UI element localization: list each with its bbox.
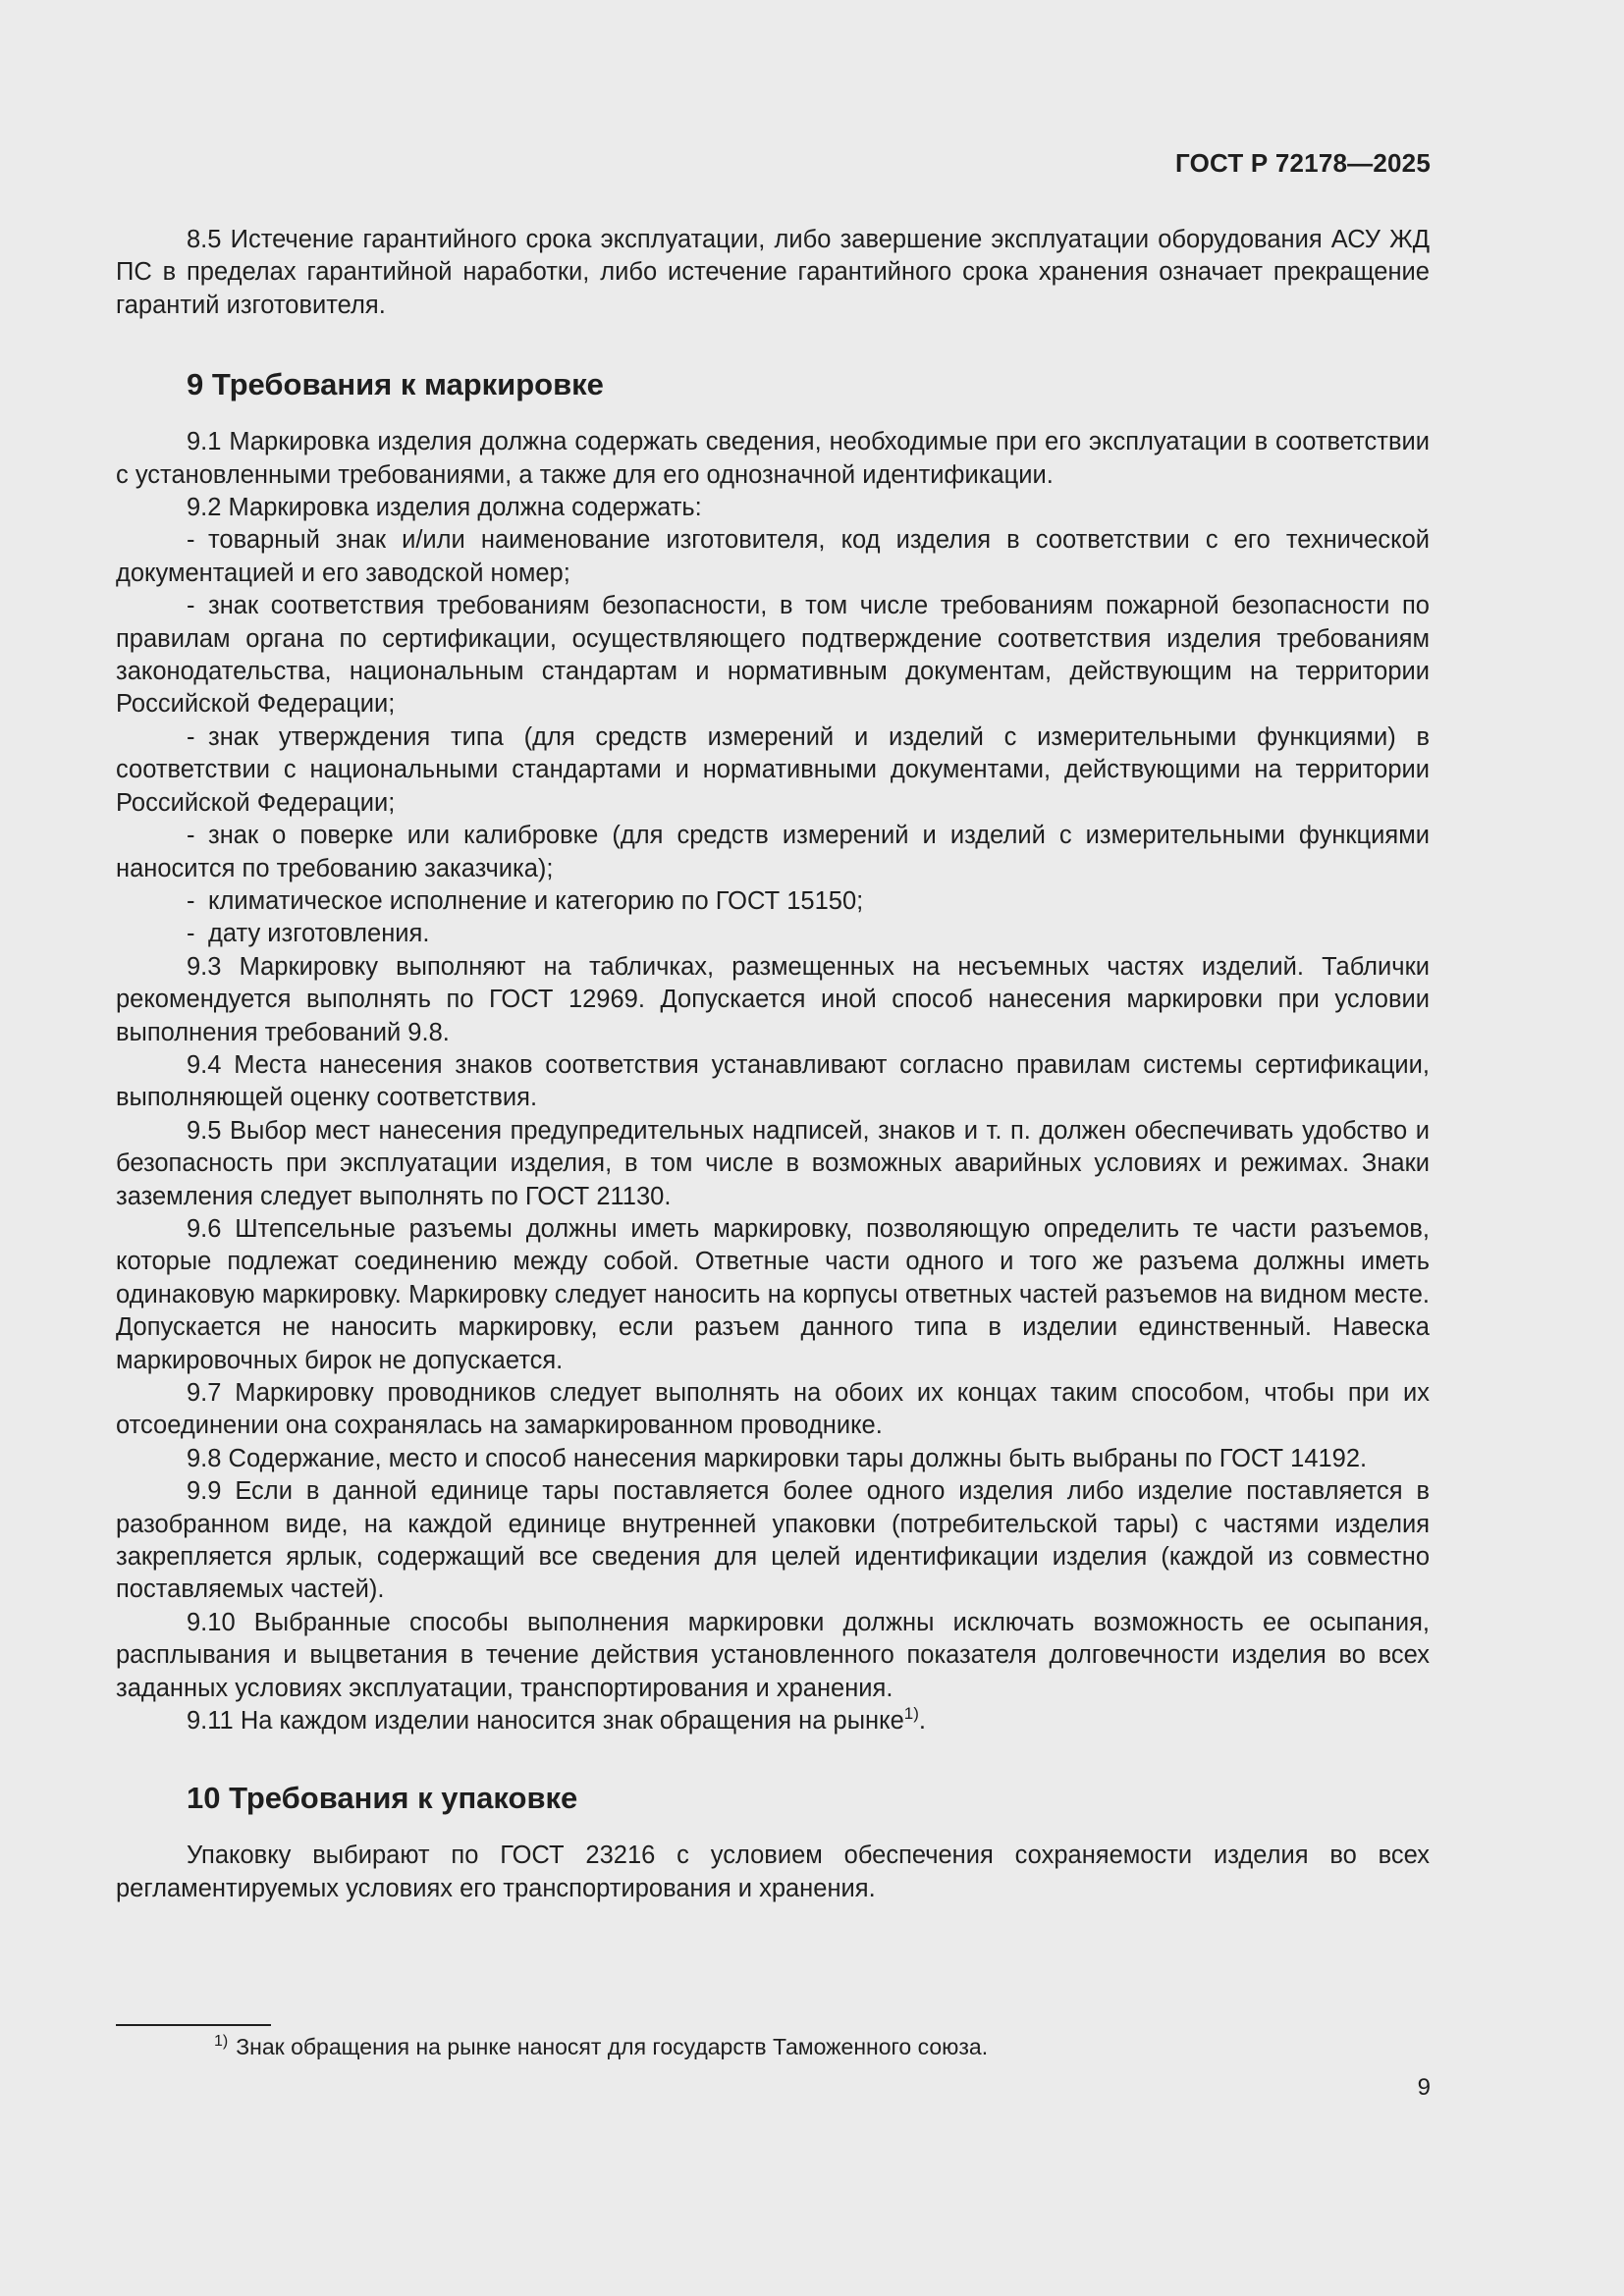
paragraph-9-5: 9.5 Выбор мест нанесения предупредительных надписей, знаков и т. п. должен обеспечивать удобство и безопасность при эксплуатации изделия, в том числе в возможных аварийных условиях и режимах. Знаки заземления следует выполнять по ГОСТ 21130. xyxy=(116,1116,1430,1210)
paragraph-9-2: 9.2 Маркировка изделия должна содержать: xyxy=(187,494,702,522)
section-heading-9: 9 Требования к маркировке xyxy=(187,367,604,402)
paragraph-9-8: 9.8 Содержание, место и способ нанесения маркировки тары должны быть выбраны по ГОСТ 14192. xyxy=(187,1444,1368,1472)
list-item-text: знак о поверке или калибровке (для средств измерений и изделий с измерительными функциями наносится по требованию заказчика); xyxy=(116,822,1430,882)
footnote-text: Знак обращения на рынке наносят для государств Таможенного союза. xyxy=(236,2034,989,2059)
list-item-text: товарный знак и/или наименование изготовителя, код изделия в соответствии с его технической документацией и его заводской номер; xyxy=(116,526,1430,587)
footnote-reference: 1) xyxy=(903,1704,919,1724)
dash-marker: - xyxy=(187,722,195,751)
list-item-text: дату изготовления. xyxy=(208,920,430,948)
footnote-mark: 1) xyxy=(214,2033,229,2050)
paragraph-9-10: 9.10 Выбранные способы выполнения маркировки должны исключать возможность ее осыпания, расплывания и выцветания в течение действия установленного показателя долговечности изделия во всех заданных условиях эксплуатации, транспортирования и хранения. xyxy=(116,1608,1430,1702)
list-item xyxy=(116,820,1430,885)
paragraph-9-1: 9.1 Маркировка изделия должна содержать сведения, необходимые при его эксплуатации в соответствии с установленными требованиями, а также для его однозначной идентификации. xyxy=(116,428,1430,489)
paragraph-8-5: 8.5 Истечение гарантийного срока эксплуатации, либо завершение эксплуатации оборудования АСУ ЖД ПС в пределах гарантийной наработки, либо истечение гарантийного срока хранения означает прекращение гарантий изготовителя. xyxy=(116,226,1430,319)
section-heading-10: 10 Требования к упаковке xyxy=(187,1781,578,1816)
list-item-text: знак соответствия требованиям безопасности, в том числе требованиям пожарной безопасности по правилам органа по сертификации, осуществляющего подтверждение соответствия изделия требованиям законодательства, национальным стандартам и нормативным документам, действующим на территории Российской Федерации; xyxy=(116,592,1430,719)
paragraph-9-7: 9.7 Маркировку проводников следует выполнять на обоих их концах таким способом, чтобы при их отсоединении она сохранялась на замаркированном проводнике. xyxy=(116,1379,1430,1440)
list-item xyxy=(116,590,1430,721)
paragraph-9-4: 9.4 Места нанесения знаков соответствия устанавливают согласно правилам системы сертификации, выполняющей оценку соответствия. xyxy=(116,1050,1430,1112)
paragraph-text: 9.11 На каждом изделии наносится знак обращения на рынке xyxy=(187,1707,904,1735)
paragraph-9-3: 9.3 Маркировку выполняют на табличках, размещенных на несъемных частях изделий. Таблички рекомендуется выполнять по ГОСТ 12969. Допускается иной способ нанесения маркировки при условии выполнения требований 9.8. xyxy=(116,952,1430,1046)
paragraph-9-9: 9.9 Если в данной единице тары поставляется более одного изделия либо изделие поставляется в разобранном виде, на каждой единице внутренней упаковки (потребительской тары) с частями изделия закрепляется ярлык, содержащий все сведения для целей идентификации изделия (каждой из совместно поставляемых частей). xyxy=(116,1477,1430,1604)
list-item-text: климатическое исполнение и категорию по ГОСТ 15150; xyxy=(208,886,864,915)
document-header: ГОСТ Р 72178—2025 xyxy=(1175,148,1431,178)
paragraph-tail: . xyxy=(918,1707,926,1735)
list-item-text: знак утверждения типа (для средств измерений и изделий с измерительными функциями) в соответствии с национальными стандартами и нормативными документами, действующими на территории Российской Федерации; xyxy=(116,722,1430,817)
footnote xyxy=(214,2032,988,2061)
paragraph-9-6: 9.6 Штепсельные разъемы должны иметь маркировку, позволяющую определить те части разъемов, которые подлежат соединению между собой. Ответные части одного и того же разъема должны иметь одинаковую маркировку. Маркировку следует наносить на корпусы ответных частей разъемов на видном месте. Допускается не наносить маркировку, если разъем данного типа в изделии единственный. Навеска маркировочных бирок не допускается. xyxy=(116,1214,1430,1374)
page-number: 9 xyxy=(1417,2074,1431,2101)
dash-marker: - xyxy=(187,822,195,850)
dash-marker: - xyxy=(187,592,195,620)
dash-marker: - xyxy=(187,920,195,948)
document-body xyxy=(116,224,1430,1905)
dash-marker: - xyxy=(187,886,195,915)
dash-marker: - xyxy=(187,526,195,555)
list-item xyxy=(116,918,1430,950)
paragraph-9-11 xyxy=(116,1705,1430,1737)
footnote-separator xyxy=(116,2024,271,2026)
list-item xyxy=(116,885,1430,918)
paragraph-packaging: Упаковку выбирают по ГОСТ 23216 с условием обеспечения сохраняемости изделия во всех регламентируемых условиях его транспортирования и хранения. xyxy=(116,1842,1430,1902)
list-item xyxy=(116,524,1430,590)
list-item xyxy=(116,721,1430,820)
